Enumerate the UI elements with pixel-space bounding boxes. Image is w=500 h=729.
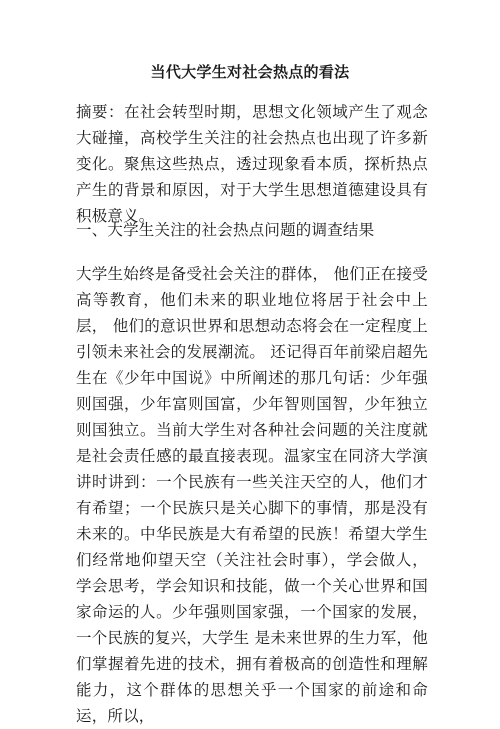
body-paragraph: 大学生始终是备受社会关注的群体， 他们正在接受高等教育，他们未来的职业地位将居于社会中上层， 他们的意识世界和思想动态将会在一定程度上引领未来社会的发展潮流。 还记得百年前梁启超先生在《少年中国说》中所阐述的那几句话：少年强则国强，少年富则国富，少年智则国智，少年独立则国独立。当前大学生对各种社会问题的关注度就是社会责任感的最直接表现。温家宝在同济大学演讲时讲到：一个民族有一些关注天空的人，他们才有希望；一个民族只是关心脚下的事情，那是没有未来的。中华民族是大有希望的民族！希望大学生们经常地仰望天空（关注社会时事），学会做人，学会思考，学会知识和技能，做一个关心世界和国家命运的人。少年强则国家强，一个国家的发展，一个民族的复兴，大学生 是未来世界的生力军，他们掌握着先进的技术，拥有着极高的创造性和理解能力，这个群体的思想关乎一个国家的前途和命运，所以，	[76, 265, 428, 725]
section-heading: 一、大学生关注的社会热点问题的调查结果	[76, 221, 375, 239]
document-title: 当代大学生对社会热点的看法	[150, 63, 350, 81]
abstract-paragraph: 摘要：在社会转型时期，思想文化领域产生了观念大碰撞，高校学生关注的社会热点也出现了许多新变化。聚焦这些热点，透过现象看本质，探析热点产生的背景和原因，对于大学生思想道德建设具有积极意义。	[76, 103, 428, 225]
